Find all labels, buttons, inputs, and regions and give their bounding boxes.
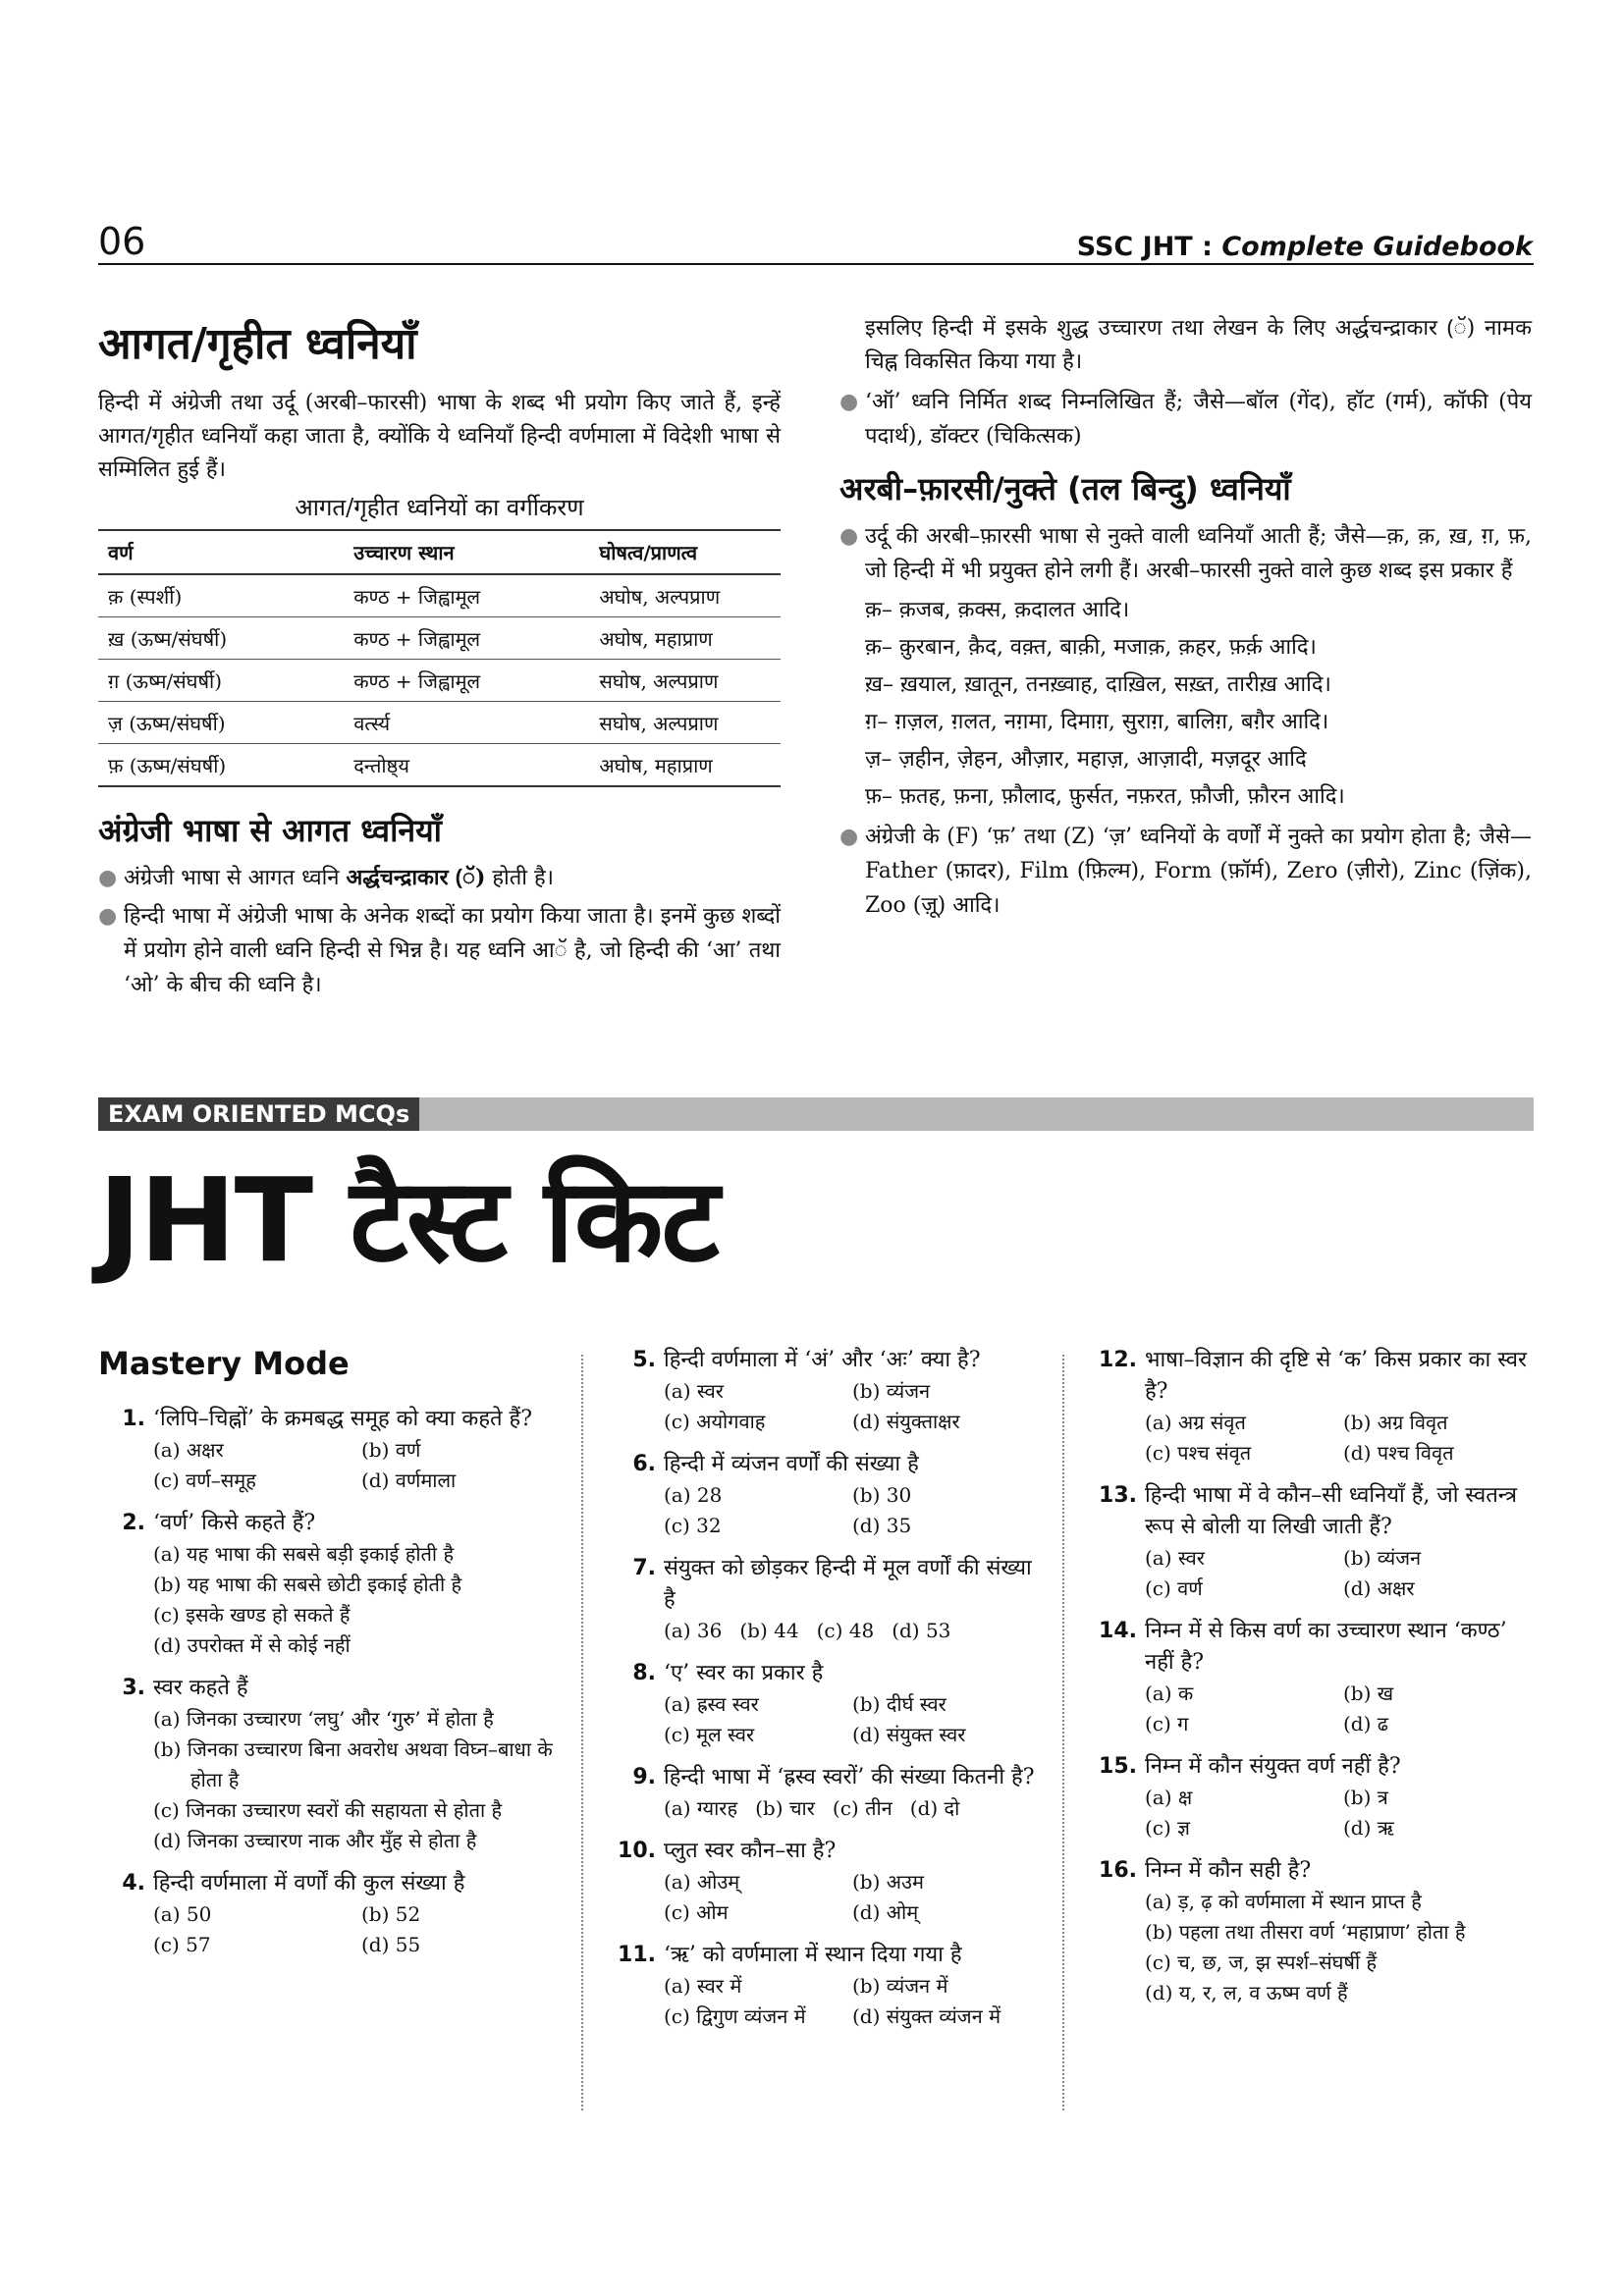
bullet-text: अंग्रेजी के (F) ‘फ़’ तथा (Z) ‘ज़’ ध्वनियों के वर्णों में नुक्ते का प्रयोग होता है; जैसे—Father (फ़ादर), Film (फ़िल्म), Form (फ़ॉर्म), Zero (ज़ीरो), Zinc (ज़िंक), Zoo (ज़ू) आदि। [865, 825, 1532, 918]
question-12 [1090, 1345, 1542, 1468]
page-number: 06 [98, 220, 146, 263]
option: (b) चार [755, 1796, 815, 1820]
option: (c) वर्ण–समूह [153, 1468, 256, 1492]
nukta-list [839, 519, 1532, 588]
option: (b) अउम [852, 1870, 924, 1894]
option: (a) ग्यारह [664, 1796, 738, 1820]
table-row [98, 574, 781, 617]
option: (d) ऋ [1343, 1816, 1394, 1840]
question-text: प्लुत स्वर कौन–सा है? [664, 1839, 837, 1863]
mcq-column-1 [98, 1345, 569, 1972]
option: (d) पश्च विवृत [1343, 1441, 1454, 1465]
option: (b) यह भाषा की सबसे छोटी इकाई होती है [153, 1573, 462, 1596]
option: (b) वर्ण [361, 1438, 421, 1462]
question-number: 6. [632, 1452, 656, 1476]
option: (b) 44 [739, 1619, 799, 1642]
table-cell: कण्ठ + जिह्वामूल [344, 617, 589, 660]
question-number: 14. [1099, 1619, 1137, 1643]
option: (a) 28 [664, 1483, 723, 1507]
question-text: ‘लिपि–चिह्नों’ के क्रमबद्ध समूह को क्या कहते हैं? [153, 1407, 533, 1431]
list-item [839, 519, 1532, 588]
option: (b) 52 [361, 1902, 421, 1926]
nukta-example-line: क़– क़ुरबान, क़ैद, वक़्त, बाक़ी, मजाक़, क़हर, फ़र्क़ आदि। [865, 635, 1317, 660]
question-number: 16. [1099, 1858, 1137, 1883]
option: (a) अग्र संवृत [1145, 1411, 1246, 1434]
option: (c) ग [1145, 1712, 1189, 1735]
option: (a) अक्षर [153, 1438, 224, 1462]
question-14 [1090, 1616, 1542, 1739]
question-text: ‘ए’ स्वर का प्रकार है [664, 1661, 824, 1685]
option: (a) 50 [153, 1902, 212, 1926]
table-row [98, 702, 781, 744]
column-divider [1062, 1355, 1065, 2110]
book-prefix: SSC JHT [1076, 232, 1193, 262]
option: (a) क [1145, 1682, 1194, 1705]
table-cell: अघोष, महाप्राण [589, 744, 781, 787]
table-cell: कण्ठ + जिह्वामूल [344, 660, 589, 702]
question-number: 10. [618, 1839, 656, 1863]
table-cell: ज़ (ऊष्म/संघर्षी) [98, 702, 344, 744]
bullet-text: अंग्रेजी भाषा से आगत ध्वनि [124, 866, 347, 890]
table-row [98, 744, 781, 787]
question-text: ‘वर्ण’ किसे कहते हैं? [153, 1511, 316, 1535]
nukta-example-line: फ़– फ़तह, फ़ना, फ़ौलाद, फ़ुर्सत, नफ़रत, फ़ौजी, फ़ौरन आदि। [865, 784, 1345, 809]
bullet-icon: ● [98, 904, 118, 929]
bullet-text: ‘ऑ’ ध्वनि निर्मित शब्द निम्नलिखित हैं; जैसे—बॉल (गेंद), हॉट (गर्म), कॉफी (पेय पदार्थ), डॉक्टर (चिकित्सक) [865, 390, 1532, 449]
intro-paragraph: हिन्दी में अंग्रेजी तथा उर्दू (अरबी–फारसी) भाषा के शब्द भी प्रयोग किए जाते हैं, इन्हें आगत/गृहीत ध्वनियाँ कहा जाता है, क्योंकि ये ध्वनियाँ हिन्दी वर्णमाला में विदेशी भाषा से सम्मिलित हुई हैं। [98, 391, 781, 482]
question-number: 2. [122, 1511, 145, 1535]
option: (b) व्यंजन [852, 1379, 931, 1403]
option: (b) 30 [852, 1483, 912, 1507]
question-5 [609, 1345, 1041, 1437]
option: (b) दीर्घ स्वर [852, 1692, 947, 1716]
section-heading-nukta-sounds: अरबी–फ़ारसी/नुक्ते (तल बिन्दु) ध्वनियाँ [839, 470, 1291, 507]
question-number: 12. [1099, 1348, 1137, 1372]
bullet-text: होती है। [485, 866, 554, 890]
option: (d) दो [909, 1796, 960, 1820]
question-text: भाषा–विज्ञान की दृष्टि से ‘क’ किस प्रकार का स्वर है? [1145, 1348, 1527, 1404]
question-16 [1090, 1855, 1542, 2008]
table-cell: क़ (स्पर्शी) [98, 574, 344, 617]
option: (a) स्वर में [664, 1974, 742, 1998]
bullet-icon: ● [839, 524, 859, 549]
book-title: Complete Guidebook [1221, 232, 1533, 262]
option: (b) त्र [1343, 1786, 1388, 1809]
question-text: हिन्दी में व्यंजन वर्णों की संख्या है [664, 1452, 919, 1476]
question-text: हिन्दी वर्णमाला में वर्णों की कुल संख्या है [153, 1871, 465, 1896]
question-number: 3. [122, 1676, 145, 1700]
option: (b) ख [1343, 1682, 1394, 1705]
option: (b) व्यंजन [1343, 1546, 1422, 1570]
bullet-text: उर्दू की अरबी–फ़ारसी भाषा से नुक्ते वाली ध्वनियाँ आती हैं; जैसे—क़, क़, ख़, ग़, फ़, जो हिन्दी में भी प्रयुक्त होने लगी हैं। अरबी–फारसी नुक्ते वाले कुछ शब्द इस प्रकार हैं [865, 524, 1532, 583]
option: (d) अक्षर [1343, 1576, 1415, 1600]
question-text: निम्न में से किस वर्ण का उच्चारण स्थान ‘कण्ठ’ नहीं है? [1145, 1619, 1507, 1675]
question-number: 5. [632, 1348, 656, 1372]
question-text: संयुक्त को छोड़कर हिन्दी में मूल वर्णों की संख्या है [664, 1556, 1032, 1612]
option: (d) संयुक्त स्वर [852, 1723, 966, 1746]
option: (c) ओम [664, 1900, 729, 1924]
table-row [98, 660, 781, 702]
mastery-mode-heading: Mastery Mode [98, 1345, 350, 1382]
question-number: 15. [1099, 1754, 1137, 1779]
question-text: स्वर कहते हैं [153, 1676, 248, 1700]
option: (a) ह्रस्व स्वर [664, 1692, 759, 1716]
option: (c) 48 [816, 1619, 875, 1642]
list-item [98, 899, 781, 1002]
option: (b) अग्र विवृत [1343, 1411, 1448, 1434]
question-text: हिन्दी वर्णमाला में ‘अं’ और ‘अः’ क्या है? [664, 1348, 981, 1372]
option: (c) ज्ञ [1145, 1816, 1190, 1840]
question-2 [98, 1508, 569, 1661]
nukta-example-line: ग़– ग़ज़ल, ग़लत, नग़मा, दिमाग़, सुराग़, बालिग़, बग़ैर आदि। [865, 710, 1329, 734]
option: (d) 53 [892, 1619, 951, 1642]
nukta-example-line: ज़– ज़हीन, ज़ेहन, औज़ार, महाज़, आज़ादी, मज़दूर आदि [865, 747, 1307, 772]
classification-table [98, 529, 781, 787]
option: (c) इसके खण्ड हो सकते हैं [153, 1603, 351, 1627]
option: (d) ओम् [852, 1900, 919, 1924]
table-cell: दन्तोष्ठ्य [344, 744, 589, 787]
option: (a) स्वर [1145, 1546, 1205, 1570]
option: (d) संयुक्त व्यंजन में [852, 2004, 1001, 2028]
continued-paragraph: इसलिए हिन्दी में इसके शुद्ध उच्चारण तथा लेखन के लिए अर्द्धचन्द्राकार (ॅ) नामक चिह्न विकसित किया गया है। [865, 316, 1532, 374]
mcq-column-3 [1090, 1345, 1542, 2020]
question-11 [609, 1940, 1041, 2032]
option: (a) 36 [664, 1619, 723, 1642]
option: (c) वर्ण [1145, 1576, 1203, 1600]
option: (a) यह भाषा की सबसे बड़ी इकाई होती है [153, 1542, 455, 1566]
top-right-column [839, 312, 1532, 927]
nukta-english-list [839, 820, 1532, 923]
table-header-row [98, 530, 781, 574]
table-header: घोषत्व/प्राणत्व [589, 530, 781, 574]
top-left-column [98, 312, 781, 1006]
question-number: 4. [122, 1871, 145, 1896]
option: (c) तीन [832, 1796, 893, 1820]
bullet-bold-term: अर्द्धचन्द्राकार (ॅ) [346, 865, 486, 890]
option: (a) स्वर [664, 1379, 724, 1403]
question-9 [609, 1762, 1041, 1824]
list-item [839, 820, 1532, 923]
question-6 [609, 1449, 1041, 1541]
question-number: 9. [632, 1765, 656, 1789]
option: (a) ड़, ढ़ को वर्णमाला में स्थान प्राप्त है [1145, 1890, 1422, 1913]
question-10 [609, 1836, 1041, 1928]
bullet-icon: ● [839, 390, 859, 414]
table-cell: अघोष, महाप्राण [589, 617, 781, 660]
option: (a) जिनका उच्चारण ‘लघु’ और ‘गुरु’ में होता है [153, 1707, 494, 1731]
option: (c) जिनका उच्चारण स्वरों की सहायता से होता है [153, 1798, 503, 1822]
option: (d) उपरोक्त में से कोई नहीं [153, 1633, 351, 1657]
option: (c) मूल स्वर [664, 1723, 755, 1746]
question-text: निम्न में कौन सही है? [1145, 1858, 1312, 1883]
question-text: हिन्दी भाषा में ‘ह्रस्व स्वरों’ की संख्या कितनी है? [664, 1765, 1035, 1789]
table-caption: आगत/गृहीत ध्वनियों का वर्गीकरण [295, 494, 584, 521]
table-cell: वर्त्स्य [344, 702, 589, 744]
table-cell: ख़ (ऊष्म/संघर्षी) [98, 617, 344, 660]
option: (a) क्ष [1145, 1786, 1193, 1809]
question-text: हिन्दी भाषा में वे कौन–सी ध्वनियाँ हैं, जो स्वतन्त्र रूप से बोली या लिखी जाती हैं? [1145, 1483, 1518, 1539]
question-8 [609, 1658, 1041, 1750]
option: (d) 55 [361, 1933, 421, 1956]
option: (d) जिनका उच्चारण नाक और मुँह से होता है [153, 1829, 477, 1852]
table-cell: ग़ (ऊष्म/संघर्षी) [98, 660, 344, 702]
nukta-example-line: क़– क़जब, क़क्स, क़दालत आदि। [865, 598, 1130, 622]
option: (a) ओउम् [664, 1870, 740, 1894]
table-cell: अघोष, अल्पप्राण [589, 574, 781, 617]
option: (c) अयोगवाह [664, 1410, 766, 1433]
english-sounds-list [98, 861, 781, 1002]
header-rule [98, 263, 1534, 265]
table-cell: कण्ठ + जिह्वामूल [344, 574, 589, 617]
option: (c) च, छ, ज, झ स्पर्श–संघर्षी हैं [1145, 1950, 1378, 1974]
option: (c) पश्च संवृत [1145, 1441, 1252, 1465]
question-3 [98, 1673, 569, 1856]
question-1 [98, 1404, 569, 1496]
list-item [98, 861, 781, 895]
option: (c) 32 [664, 1514, 722, 1537]
option: (b) व्यंजन में [852, 1974, 948, 1998]
option: (b) पहला तथा तीसरा वर्ण ‘महाप्राण’ होता है [1145, 1920, 1466, 1944]
question-number: 13. [1099, 1483, 1137, 1508]
option: (c) द्विगुण व्यंजन में [664, 2004, 806, 2028]
question-number: 1. [122, 1407, 145, 1431]
test-kit-title: JHT टैस्ट किट [98, 1152, 718, 1288]
table-row [98, 617, 781, 660]
table-header: वर्ण [98, 530, 344, 574]
bullet-text: हिन्दी भाषा में अंग्रेजी भाषा के अनेक शब्दों का प्रयोग किया जाता है। इनमें कुछ शब्दों में प्रयोग होने वाली ध्वनि हिन्दी से भिन्न है। यह ध्वनि आॅ है, जो हिन्दी की ‘आ’ तथा ‘ओ’ के बीच की ध्वनि है। [124, 904, 781, 997]
list-item [839, 385, 1532, 454]
option: (d) ढ [1343, 1712, 1389, 1735]
question-number: 11. [618, 1943, 656, 1967]
question-text: ‘ऋ’ को वर्णमाला में स्थान दिया गया है [664, 1943, 962, 1967]
mcq-banner-label: EXAM ORIENTED MCQs [98, 1097, 419, 1131]
option: (b) जिनका उच्चारण बिना अवरोध अथवा विघ्न–बाधा के होता है [153, 1737, 553, 1791]
option: (d) संयुक्ताक्षर [852, 1410, 960, 1433]
question-15 [1090, 1751, 1542, 1843]
table-cell: सघोष, अल्पप्राण [589, 702, 781, 744]
option: (d) 35 [852, 1514, 912, 1537]
bullet-icon: ● [98, 866, 118, 890]
mcq-column-2 [609, 1345, 1041, 2044]
question-13 [1090, 1480, 1542, 1604]
question-7 [609, 1553, 1041, 1646]
aw-sound-list [839, 385, 1532, 454]
question-number: 8. [632, 1661, 656, 1685]
option: (d) य, र, ल, व ऊष्म वर्ण हैं [1145, 1981, 1348, 2004]
table-header: उच्चारण स्थान [344, 530, 589, 574]
question-number: 7. [632, 1556, 656, 1580]
column-divider [581, 1355, 584, 2110]
option: (d) वर्णमाला [361, 1468, 457, 1492]
bullet-icon: ● [839, 825, 859, 849]
table-cell: सघोष, अल्पप्राण [589, 660, 781, 702]
question-4 [98, 1868, 569, 1960]
table-cell: फ़ (ऊष्म/संघर्षी) [98, 744, 344, 787]
section-title-borrowed-sounds: आगत/गृहीत ध्वनियाँ [98, 319, 417, 369]
option: (c) 57 [153, 1933, 211, 1956]
section-heading-english-sounds: अंग्रेजी भाषा से आगत ध्वनियाँ [98, 812, 442, 849]
nukta-example-line: ख़– ख़याल, ख़ातून, तनख़्वाह, दाख़िल, सख़्त, तारीख़ आदि। [865, 672, 1331, 697]
running-header: SSC JHT : Complete Guidebook [1076, 232, 1533, 262]
question-text: निम्न में कौन संयुक्त वर्ण नहीं है? [1145, 1754, 1401, 1779]
